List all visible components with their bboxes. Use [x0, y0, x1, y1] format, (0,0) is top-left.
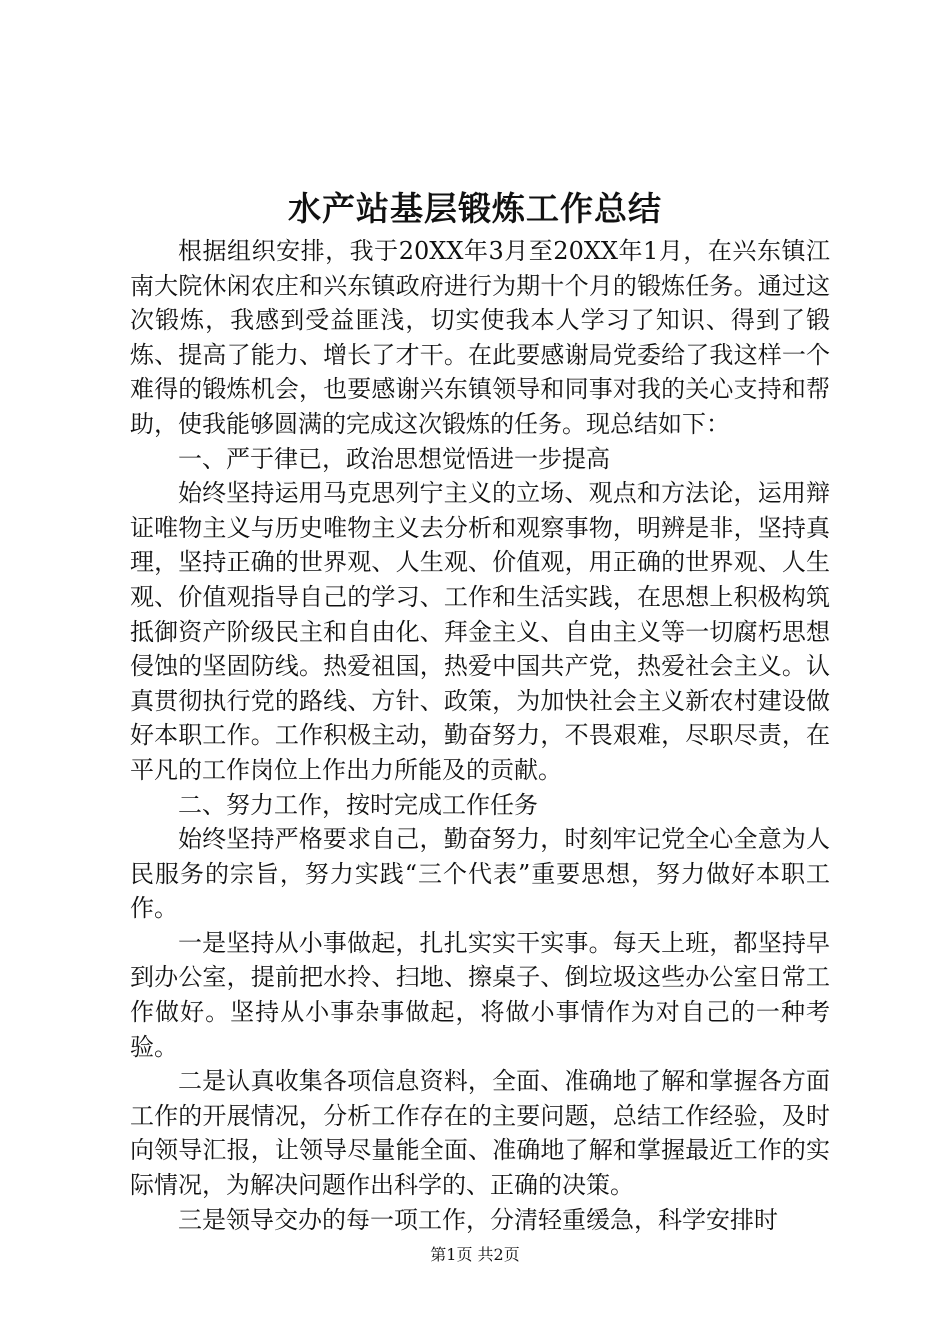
paragraph-intro: 根据组织安排，我于20XX年3月至20XX年1月，在兴东镇江南大院休闲农庄和兴东镇政府进行为期十个月的锻炼任务。通过这次锻炼，我感到受益匪浅，切实使我本人学习了知识、得到了锻炼、提高了能力、增长了才干。在此要感谢局党委给了我这样一个难得的锻炼机会，也要感谢兴东镇领导和同事对我的关心支持和帮助，使我能够圆满的完成这次锻炼的任务。现总结如下：: [130, 237, 830, 438]
paragraph-section-2: 始终坚持严格要求自己，勤奋努力，时刻牢记党全心全意为人民服务的宗旨，努力实践“三个代表”重要思想，努力做好本职工作。: [130, 825, 830, 923]
page-number-footer: 第1页 共2页: [430, 1245, 520, 1264]
paragraph-point-1: 一是坚持从小事做起，扎扎实实干实事。每天上班，都坚持早到办公室，提前把水拎、扫地、擦桌子、倒垃圾这些办公室日常工作做好。坚持从小事杂事做起，将做小事情作为对自己的一种考验。: [130, 928, 830, 1061]
paragraph-point-2: 二是认真收集各项信息资料，全面、准确地了解和掌握各方面工作的开展情况，分析工作存在的主要问题，总结工作经验，及时向领导汇报，让领导尽量能全面、准确地了解和掌握最近工作的实际情况，为解决问题作出科学的、正确的决策。: [130, 1067, 830, 1200]
document-body: [130, 234, 830, 1237]
document-title: 水产站基层锻炼工作总结: [288, 189, 662, 228]
paragraph-section-1: 始终坚持运用马克思列宁主义的立场、观点和方法论，运用辩证唯物主义与历史唯物主义去分析和观察事物，明辨是非，坚持真理，坚持正确的世界观、人生观、价值观，用正确的世界观、人生观、价值观指导自己的学习、工作和生活实践，在思想上积极构筑抵御资产阶级民主和自由化、拜金主义、自由主义等一切腐朽思想侵蚀的坚固防线。热爱祖国，热爱中国共产党，热爱社会主义。认真贯彻执行党的路线、方针、政策，为加快社会主义新农村建设做好本职工作。工作积极主动，勤奋努力，不畏艰难，尽职尽责，在平凡的工作岗位上作出力所能及的贡献。: [130, 479, 830, 784]
section-heading-1: 一、严于律已，政治思想觉悟进一步提高: [178, 444, 610, 473]
section-heading-2: 二、努力工作，按时完成工作任务: [178, 790, 538, 819]
paragraph-point-3: 三是领导交办的每一项工作，分清轻重缓急，科学安排时: [178, 1205, 778, 1234]
